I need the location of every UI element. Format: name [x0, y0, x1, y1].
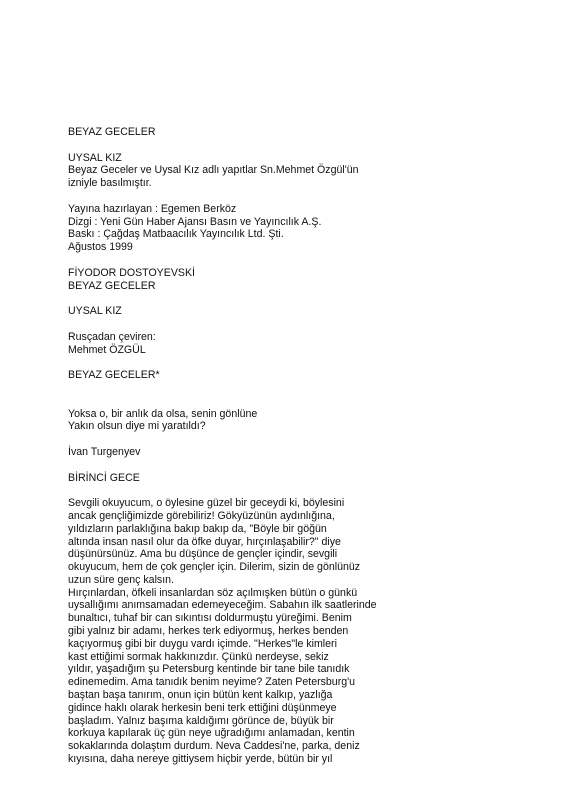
edition-note-line: UYSAL KIZ — [68, 151, 122, 164]
body-line: bunaltıcı, tuhaf bir can sıkıntısı doldurmuştu yüreğimi. Benim — [68, 612, 352, 625]
book-title-block — [68, 126, 548, 139]
publishing-info — [68, 203, 548, 254]
spacer — [68, 356, 548, 369]
publishing-line: Yayına hazırlayan : Egemen Berköz — [68, 202, 237, 215]
spacer — [68, 139, 548, 152]
spacer — [68, 382, 548, 408]
body-line: Sevgili okuyucum, o öylesine güzel bir geceydi ki, böylesini — [68, 497, 345, 510]
body-line: gibi yalnız bir adamı, herkes terk ediyormuş, herkes benden — [68, 625, 349, 638]
edition-note — [68, 152, 548, 190]
section-title: BEYAZ GECELER* — [68, 369, 160, 382]
body-line: yıldır, yaşadığım şu Petersburg kentinde bir tane bile tanıdık — [68, 663, 350, 676]
document-page — [68, 126, 548, 766]
body-line: uzun süre genç kalsın. — [68, 573, 174, 586]
spacer — [68, 254, 548, 267]
body-line: edinemedim. Ama tanıdık benim neyime? Zaten Petersburg'u — [68, 676, 356, 689]
spacer — [68, 318, 548, 331]
body-line: gidince haklı olarak herkesin beni terk ettiğini düşünmeye — [68, 701, 337, 714]
spacer — [68, 292, 548, 305]
body-line: uysallığımı anımsamadan edemeyeceğim. Sabahın ilk saatlerinde — [68, 599, 377, 612]
body-line: okuyucum, hem de çok gençler için. Dilerim, sizin de gönlünüz — [68, 561, 361, 574]
chapter-heading-block — [68, 472, 548, 485]
second-title-block — [68, 305, 548, 318]
body-line: Hırçınlardan, öfkeli insanlardan söz açılmışken bütün o günkü — [68, 586, 358, 599]
translator-block — [68, 331, 548, 357]
spacer — [68, 484, 548, 497]
translator-name: Mehmet ÖZGÜL — [68, 343, 146, 356]
epigraph-line: Yoksa o, bir anlık da olsa, senin gönlüne — [68, 407, 258, 420]
body-line: kast ettiğimi sormak hakkınızdır. Çünkü nerdeyse, sekiz — [68, 650, 329, 663]
body-line: yıldızların parlaklığına bakıp bakıp da, "Böyle bir göğün — [68, 522, 327, 535]
book-title: BEYAZ GECELER — [68, 126, 156, 138]
chapter-heading: BİRİNCİ GECE — [68, 471, 140, 484]
work-title: BEYAZ GECELER — [68, 279, 156, 292]
publishing-line: Dizgi : Yeni Gün Haber Ajansı Basın ve Yayıncılık A.Ş. — [68, 215, 322, 228]
author-name: FİYODOR DOSTOYEVSKİ — [68, 266, 195, 279]
body-line: düşünürsünüz. Ama bu düşünce de gençler içindir, sevgili — [68, 548, 338, 561]
epigraph-author: İvan Turgenyev — [68, 445, 141, 458]
epigraph-line: Yakın olsun diye mi yaratıldı? — [68, 420, 206, 433]
epigraph-author-block — [68, 446, 548, 459]
edition-note-line: Beyaz Geceler ve Uysal Kız adlı yapıtlar Sn.Mehmet Özgül'ün — [68, 164, 359, 177]
translator-label: Rusçadan çeviren: — [68, 330, 156, 343]
spacer — [68, 190, 548, 203]
spacer — [68, 459, 548, 472]
publishing-line: Baskı : Çağdaş Matbaacılık Yayıncılık Ltd. Şti. — [68, 228, 284, 241]
body-text — [68, 497, 548, 766]
body-line: baştan başa tanırım, onun için bütün kent kalkıp, yazlığa — [68, 689, 333, 702]
body-line: altında insan nasıl olur da öfke duyar, hırçınlaşabilir?" diye — [68, 535, 341, 548]
author-block — [68, 267, 548, 293]
edition-note-line: izniyle basılmıştır. — [68, 177, 152, 190]
body-line: korkuya kapılarak üç gün neye uğradığımı anlamadan, kentin — [68, 727, 355, 740]
epigraph — [68, 408, 548, 434]
publishing-date: Ağustos 1999 — [68, 241, 133, 254]
body-line: kıyısına, daha nereye gittiysem hiçbir yerde, bütün bir yıl — [68, 753, 333, 766]
section-title-block — [68, 369, 548, 382]
second-title: UYSAL KIZ — [68, 305, 122, 318]
body-line: sokaklarında dolaştım durdum. Neva Caddesi'ne, parka, deniz — [68, 740, 360, 753]
body-line: başladım. Yalnız başıma kaldığımı görünce de, büyük bir — [68, 714, 334, 727]
spacer — [68, 433, 548, 446]
body-line: ancak gençliğimizde görebiliriz! Gökyüzünün aydınlığına, — [68, 509, 335, 522]
body-line: kaçıyormuş gibi bir duygu vardı içimde. "Herkes"le kimleri — [68, 637, 337, 650]
